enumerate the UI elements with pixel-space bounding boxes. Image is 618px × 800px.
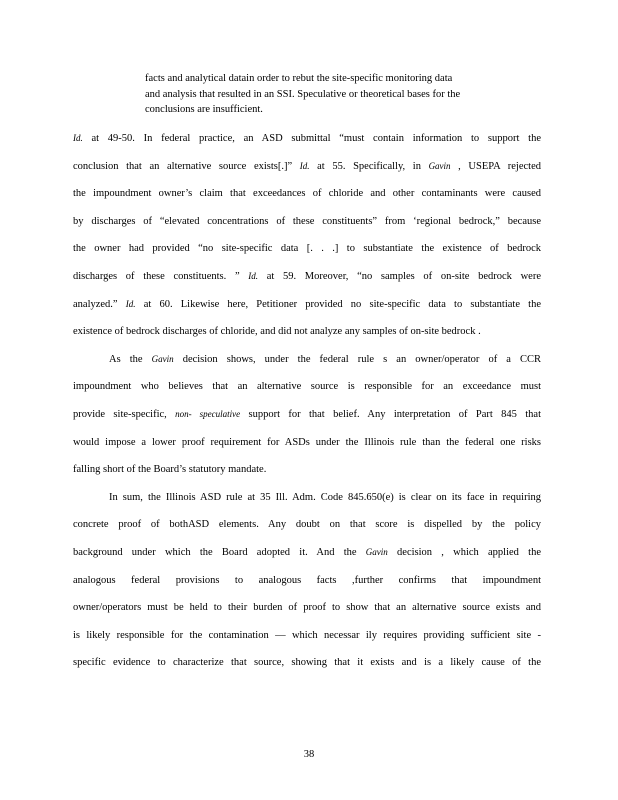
paragraph-line: conclusion that an alternative source exists[.]” Id. at 55. Specifically, in Gavin , USEPA rejected bbox=[73, 160, 541, 172]
paragraph-line: impoundment who believes that an alternative source is responsible for an exceedance must bbox=[73, 381, 541, 393]
citation-id: Id. bbox=[248, 270, 259, 281]
case-name: Gavin bbox=[428, 160, 451, 171]
body-text bbox=[73, 125, 541, 677]
citation-id: Id. bbox=[125, 298, 136, 309]
paragraph-line: As the Gavin decision shows, under the federal rule s an owner/operator of a CCR bbox=[109, 353, 541, 365]
citation-id: Id. bbox=[299, 160, 310, 171]
citation-id: Id. bbox=[73, 133, 83, 143]
block-quote bbox=[145, 71, 505, 118]
quote-line: conclusions are insufficient. bbox=[145, 104, 263, 115]
paragraph-line: discharges of these constituents. ” Id. at 59. Moreover, “no samples of on-site bedrock were bbox=[73, 270, 541, 282]
paragraph-line: existence of bedrock discharges of chloride, and did not analyze any samples of on-site bedrock . bbox=[73, 326, 481, 338]
emphasis: non- speculative bbox=[175, 408, 241, 419]
paragraph-line: analogous federal provisions to analogous facts ,further confirms that impoundment bbox=[73, 574, 541, 586]
paragraph-line: analyzed.” Id. at 60. Likewise here, Petitioner provided no site-specific data to substantiate the bbox=[73, 298, 541, 310]
paragraph-line: concrete proof of bothASD elements. Any doubt on that score is dispelled by the policy bbox=[73, 519, 541, 531]
paragraph-line: is likely responsible for the contamination — which necessar ily requires providing sufficient site - bbox=[73, 629, 541, 641]
page-number: 38 bbox=[303, 749, 315, 760]
quote-line: and analysis that resulted in an SSI. Speculative or theoretical bases for the bbox=[145, 88, 461, 100]
paragraph-line: falling short of the Board’s statutory mandate. bbox=[73, 464, 267, 476]
paragraph-line: provide site-specific, non- speculative support for that belief. Any interpretation of Part 845 that bbox=[73, 408, 541, 420]
paragraph-line: Id. at 49-50. In federal practice, an ASD submittal “must contain information to support the bbox=[73, 133, 541, 144]
paragraph-line: background under which the Board adopted it. And the Gavin decision , which applied the bbox=[73, 546, 541, 558]
quote-line: facts and analytical datain order to rebut the site-specific monitoring data bbox=[145, 73, 453, 84]
case-name: Gavin bbox=[365, 546, 388, 557]
paragraph-line: In sum, the Illinois ASD rule at 35 Ill. Adm. Code 845.650(e) is clear on its face in requiring bbox=[109, 491, 541, 503]
paragraph-line: by discharges of “elevated concentrations of these constituents” from ‘regional bedrock,” because bbox=[73, 215, 541, 227]
paragraph-line: specific evidence to characterize that source, showing that it exists and is a likely cause of the bbox=[73, 657, 541, 669]
paragraph-line: owner/operators must be held to their burden of proof to show that an alternative source exists and bbox=[73, 602, 541, 614]
paragraph-line: the impoundment owner’s claim that exceedances of chloride and other contaminants were caused bbox=[73, 188, 541, 200]
paragraph-line: the owner had provided “no site-specific data [. . .] to substantiate the existence of bedrock bbox=[73, 243, 541, 255]
paragraph-line: would impose a lower proof requirement for ASDs under the Illinois rule than the federal one risks bbox=[73, 436, 541, 448]
case-name: Gavin bbox=[151, 353, 174, 364]
